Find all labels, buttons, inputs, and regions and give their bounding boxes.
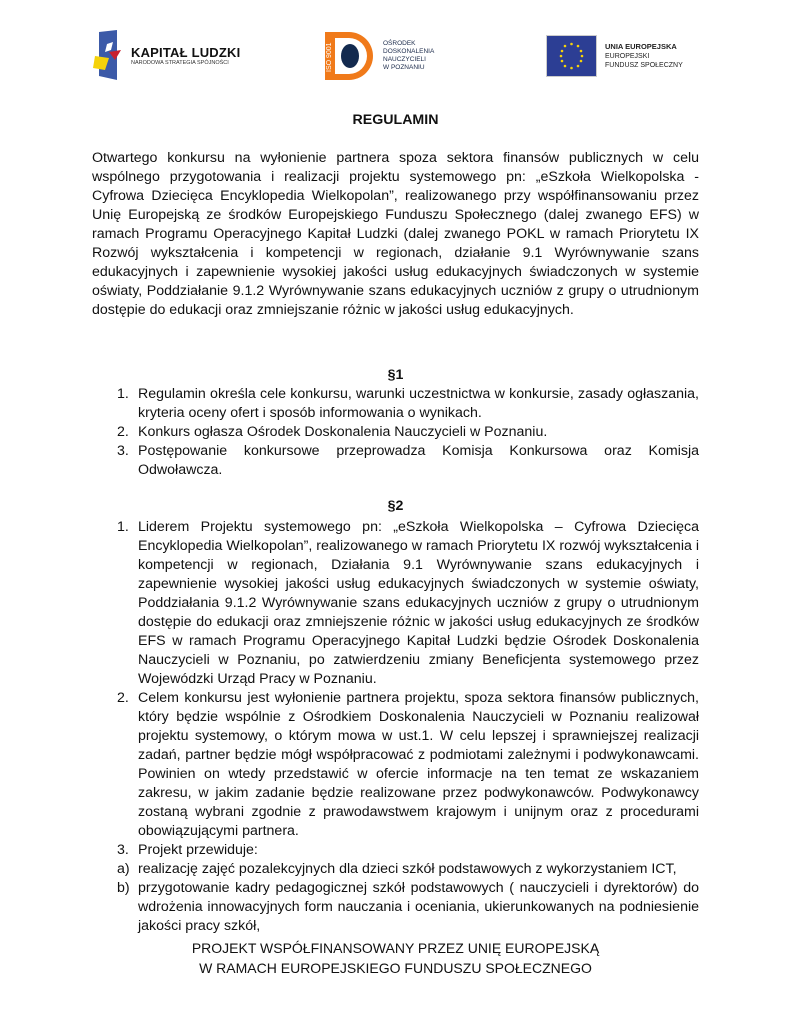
footer-line: PROJEKT WSPÓŁFINANSOWANY PRZEZ UNIĘ EUROPEJSKĄ [191,940,600,956]
document-title: REGULAMIN [352,112,439,128]
kapital-ludzki-emblem-icon [93,30,123,80]
list-item: 3. Projekt przewiduje: [117,842,258,858]
eu-logo [546,35,683,77]
page-footer [0,938,791,978]
intro-paragraph: Otwartego konkursu na wyłonienie partnera spoza sektora finansów publicznych w celu wspólnego przygotowania i realizacji projektu systemowego pn: „eSzkoła Wielkopolska - Cyfrowa Dziecięca Encyklopedia Wielkopolan”, realizowanego przy współfinansowaniu przez Unię Europejską ze środków Europejskiego Funduszu Społecznego (dalej zwanego EFS) w ramach Programu Operacyjnego Kapitał Ludzki (dalej zwanego POKL w ramach Priorytetu IX Rozwój wykształcenia i kompetencji w regionach, działanie 9.1 Wyrównywanie szans edukacyjnych i zapewnienie wysokiej jakości usług edukacyjnych świadczonych w systemie oświaty, Poddziałanie 9.1.2 Wyrównywanie szans edukacyjnych uczniów z grupy o utrudnionym dostępie do edukacji oraz zmniejszanie różnic w jakości usług edukacyjnych. [92,150,699,318]
list-item: 1. Liderem Projektu systemowego pn: „eSzkoła Wielkopolska – Cyfrowa Dziecięca Encyklopedia Wielkopolan”, realizowanego w ramach Priorytetu IX rozwój wykształcenia i kompetencji w regionach, Działania 9.1 Wyrównywanie szans edukacyjnych i zapewnienie wysokiej jakości usług edukacyjnych świadczonych w systemie oświaty, Poddziałania 9.1.2 Wyrównywanie szans edukacyjnych uczniów z grupy o utrudnionym dostępie do edukacji oraz zmniejszenie różnic w jakości usług edukacyjnych ze środków EFS w ramach Programu Operacyjnego Kapitał Ludzki będzie Ośrodek Doskonalenia Nauczycieli w Poznaniu, po zatwierdzeniu zmiany Beneficjenta systemowego przez Wojewódzki Urząd Pracy w Poznaniu. [117,519,699,687]
odn-emblem-icon [325,32,373,80]
odn-line: NAUCZYCIELI [383,56,426,63]
svg-text:ISO 9001: ISO 9001 [326,42,333,72]
kapital-ludzki-subtitle: NARODOWA STRATEGIA SPÓJNOŚCI [131,59,229,66]
eu-flag-icon [546,35,597,77]
odn-line: W POZNANIU [383,64,425,71]
list-item: b) przygotowanie kadry pedagogicznej szkół podstawowych ( nauczycieli i dyrektorów) do wdrożenia innowacyjnych form nauczania i oceniania, ukierunkowanych na podniesienie jakości pracy szkół, [117,880,699,934]
list-item: 3. Postępowanie konkursowe przeprowadza Komisja Konkursowa oraz Komisja Odwoławcza. [117,443,699,478]
eu-line: UNIA EUROPEJSKA [605,42,677,51]
odn-logo [325,32,434,80]
footer-line: W RAMACH EUROPEJSKIEGO FUNDUSZU SPOŁECZNEGO [199,960,592,976]
list-item: a) realizację zajęć pozalekcyjnych dla dzieci szkół podstawowych z wykorzystaniem ICT, [117,861,677,877]
list-item: 2. Celem konkursu jest wyłonienie partnera projektu, spoza sektora finansów publicznych, który będzie wspólnie z Ośrodkiem Doskonalenia Nauczycieli w Poznaniu realizował projektu systemowy, o którym mowa w ust.1. W celu lepszej i sprawniejszej realizacji zadań, partner będzie mógł współpracować z podmiotami zależnymi i podwykonawcami. Powinien on wtedy przedstawić w ofercie informacje na ten temat ze wskazaniem zakresu, w jakim zadanie będzie realizowane przez podwykonawców. Podwykonawcy zostaną wybrani zgodnie z prawodawstwem krajowym i unijnym oraz z procedurami obowiązującymi partnera. [117,690,699,839]
kapital-ludzki-title: KAPITAŁ LUDZKI [131,44,241,60]
eu-line: EUROPEJSKI [605,53,650,60]
list-item: 1. Regulamin określa cele konkursu, warunki uczestnictwa w konkursie, zasady ogłaszania, kryteria oceny ofert i sposób informowania o wynikach. [117,386,699,421]
section-2-list [92,518,699,936]
document-body [92,111,699,936]
list-item: 2. Konkurs ogłasza Ośrodek Doskonalenia Nauczycieli w Poznaniu. [117,424,548,440]
odn-line: OŚRODEK [383,40,416,47]
section-1-list [92,385,699,480]
section-heading: §1 [387,367,404,383]
header-logos [0,30,791,82]
odn-line: DOSKONALENIA [383,48,435,55]
kapital-ludzki-logo [93,30,240,80]
section-heading: §2 [387,498,404,514]
eu-line: FUNDUSZ SPOŁECZNY [605,62,683,69]
